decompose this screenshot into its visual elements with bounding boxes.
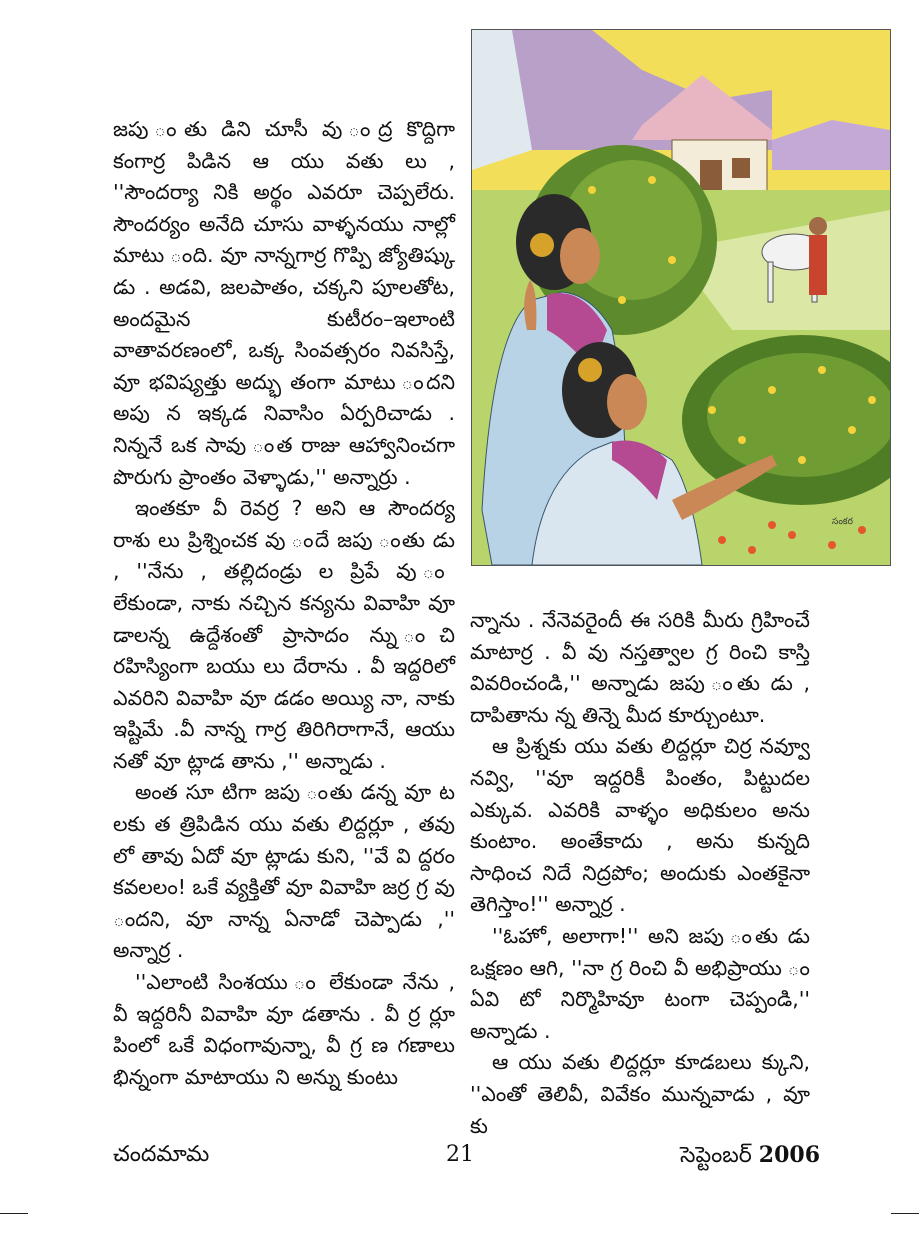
issue-year: 2006 (758, 1142, 821, 1168)
magazine-name: చందమామ (113, 1142, 210, 1167)
story-illustration (471, 29, 891, 566)
paragraph: న్నాను . నేనెవరైందీ ఈ సరికి మీరు గ్రిహించే మాటార్ర . వీ వు నస్తత్వాల గ్ర రించి కాస్తి వివరించండి,'' అన్నాడు జపు ంతు డు , దాపితాను న్న తిన్నె మీద కూర్చుంటూ. (470, 608, 810, 727)
paragraph: ''ఎలాంటి సింశయు ం లేకుండా నేను , వీ ఇద్దరినీ వివాహి వూ డతాను . వీ ర్ర ర్లూ పింలో ఒకే విధంగావున్నా, వీ గ్ర ణ గణాలు భిన్నంగా మాటాయు ని అన్ను కుంటు (113, 970, 455, 1089)
illustration-art (472, 30, 890, 565)
hair-ornament (578, 358, 602, 382)
hair-ornament (530, 233, 554, 257)
paragraph: ఆ ప్రిశ్నకు యు వతు లిద్దర్లూ చిర్ర నవ్వూ నవ్వి, ''వూ ఇద్దరికీ పింతం, పిట్టుదల ఎక్కువ. ఎవరికి వాళ్ళం అధికులం అను కుంటాం. అంతేకాదు , అను కున్నది సాధించ నిదే నిద్రపోం; అందుకు ఎంతకైనా తెగిస్తాం!'' అన్నార్ర . (470, 734, 810, 917)
paragraph: ఇంతకూ వీ రెవర్ర ? అని ఆ సౌందర్య రాశు లు ప్రిశ్నించక వు ందే జపు ంతు డు , ''నేను , తల్లిదండ్రు ల ప్రిపే వు ం లేకుండా, నాకు నచ్చిన కన్యను వివాహి వూ డాలన్న ఉద్దేశంతో ప్రాసాదం న్ను ంచి రహిస్యింగా బయు లు దేరాను . వీ ఇద్దరిలో ఎవరిని వివాహి వూ డడం అయ్యి నా, నాకు ఇష్టిమే .వీ నాన్న గార్ర తిరిగిరాగానే, ఆయు నతో వూ ట్లాడ తాను ,'' అన్నాడు . (113, 496, 455, 773)
issue-month: సెప్టెంబర్ (680, 1143, 752, 1168)
issue-date (680, 1142, 820, 1173)
face (560, 228, 600, 284)
paragraph: ''ఓహో, అలాగా!'' అని జపు ంతు డు ఒక్షణం ఆగి, ''నా గ్ర రించి వీ అభిప్రాయు ం ఏవి టో నిర్మొహివూ టంగా చెప్పండి,'' అన్నాడు . (470, 923, 810, 1043)
article-column-right (470, 605, 810, 1142)
paragraph: జపు ంతు డిని చూసీ వు ంద్ర కొద్దిగా కంగార్ర పిడిన ఆ యు వతు లు , ''సౌందర్యా నికి అర్థం ఎవరూ చెప్పలేరు. సౌందర్యం అనేది చూసు వాళ్ళనయు నాల్లో మాటు ంది. వూ నాన్నగార్ర గొప్పి జ్యోతిష్కు డు . అడవి, జలపాతం, చక్కని పూలతోట, అందమైన కుటీరం–ఇలాంటి వాతావరణంలో, ఒక్క సింవత్సరం నివసిస్తే, వూ భవిష్యత్తు అద్భు తంగా మాటు ందని అపు న ఇక్కడ నివాసిం ఏర్పరిచాడు . నిన్ననే ఒక సావు ంత రాజు ఆహ్వానించగా పొరుగు ప్రాంతం వెళ్ళాడు,'' అన్నార్రు . (113, 117, 455, 489)
paragraph: ఆ యు వతు లిద్దర్లూ కూడబలు క్కుని, ''ఎంతో తెలివీ, వివేకం మున్నవాడు , వూ కు (470, 1050, 810, 1138)
page-number: 21 (446, 1142, 474, 1167)
article-column-left (113, 114, 455, 1093)
cottage-window (732, 158, 750, 178)
artist-signature: సంకర (832, 517, 853, 527)
face (607, 374, 647, 430)
crop-mark (0, 1213, 28, 1214)
crop-mark (891, 1213, 919, 1214)
prince (809, 235, 827, 295)
paragraph: అంత సూ టిగా జపు ంతు డన్న వూ ట లకు త త్రిపిడిన యు వతు లిద్దర్లూ , తవు లో తావు ఏదో వూ ట్లాడు కుని, ''వే వి ద్దరం కవలలం! ఒకే వ్యక్తితో వూ వివాహి జర్ర గ్ర వు ందని, వూ నాన్న ఏనాడో చెప్పాడు ,'' అన్నార్ర . (113, 780, 455, 963)
